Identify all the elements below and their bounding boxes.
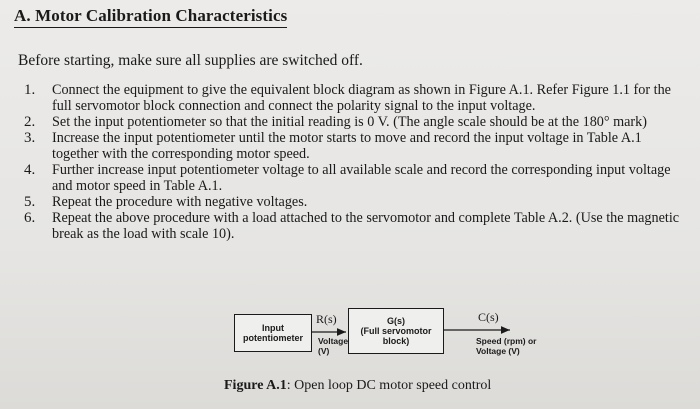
block-diagram [0,300,700,380]
signal-r-line: Voltage [318,336,349,346]
step-number: 2. [24,114,36,130]
step-text: Further increase input potentiometer voltage to all available scale and record the corresponding input voltage and motor speed in Table A.1. [52,162,671,194]
step-text: Set the input potentiometer so that the initial reading is 0 V. (The angle scale should be at the 180° mark) [52,114,647,130]
section-title: A. Motor Calibration Characteristics [14,6,287,28]
signal-r-unit [318,336,348,356]
signal-r-label: R(s) [316,312,337,326]
block-label: (Full servomotor [360,326,432,336]
block-label: Input [262,323,284,333]
step-number: 5. [24,194,36,210]
figure-caption [224,378,491,394]
list-item [24,114,684,130]
step-number: 1. [24,82,36,98]
procedure-list [24,82,684,242]
step-text: Repeat the procedure with negative voltages. [52,194,308,210]
list-item [24,130,684,162]
step-text: Repeat the above procedure with a load attached to the servomotor and complete Table A.2. (Use the magnetic break as the load with scale 10). [52,210,680,242]
caption-text: : Open loop DC motor speed control [286,378,492,393]
list-item [24,162,684,194]
step-number: 3. [24,130,36,146]
signal-c-unit [476,336,536,356]
signal-c-line: Speed (rpm) or [476,336,537,346]
input-potentiometer-block [234,314,312,352]
intro-text: Before starting, make sure all supplies are switched off. [18,52,363,69]
step-text: Increase the input potentiometer until the motor starts to move and record the input voltage in Table A.1 together with the corresponding motor speed. [52,130,642,162]
step-number: 6. [24,210,36,226]
signal-c-line: Voltage (V) [476,346,520,356]
step-text: Connect the equipment to give the equivalent block diagram as shown in Figure A.1. Refer Figure 1.1 for the full servomotor block connection and connect the polarity signal to the input voltage. [52,82,671,114]
list-item [24,210,684,242]
block-label: potentiometer [242,333,303,343]
signal-c-label: C(s) [478,310,499,324]
block-label: G(s) [387,316,405,326]
servomotor-block [348,308,444,354]
signal-r-line: (V) [318,346,330,356]
list-item [24,194,684,210]
block-label: block) [382,336,410,346]
caption-label: Figure A.1 [224,378,287,393]
list-item [24,82,684,114]
step-number: 4. [24,162,36,178]
